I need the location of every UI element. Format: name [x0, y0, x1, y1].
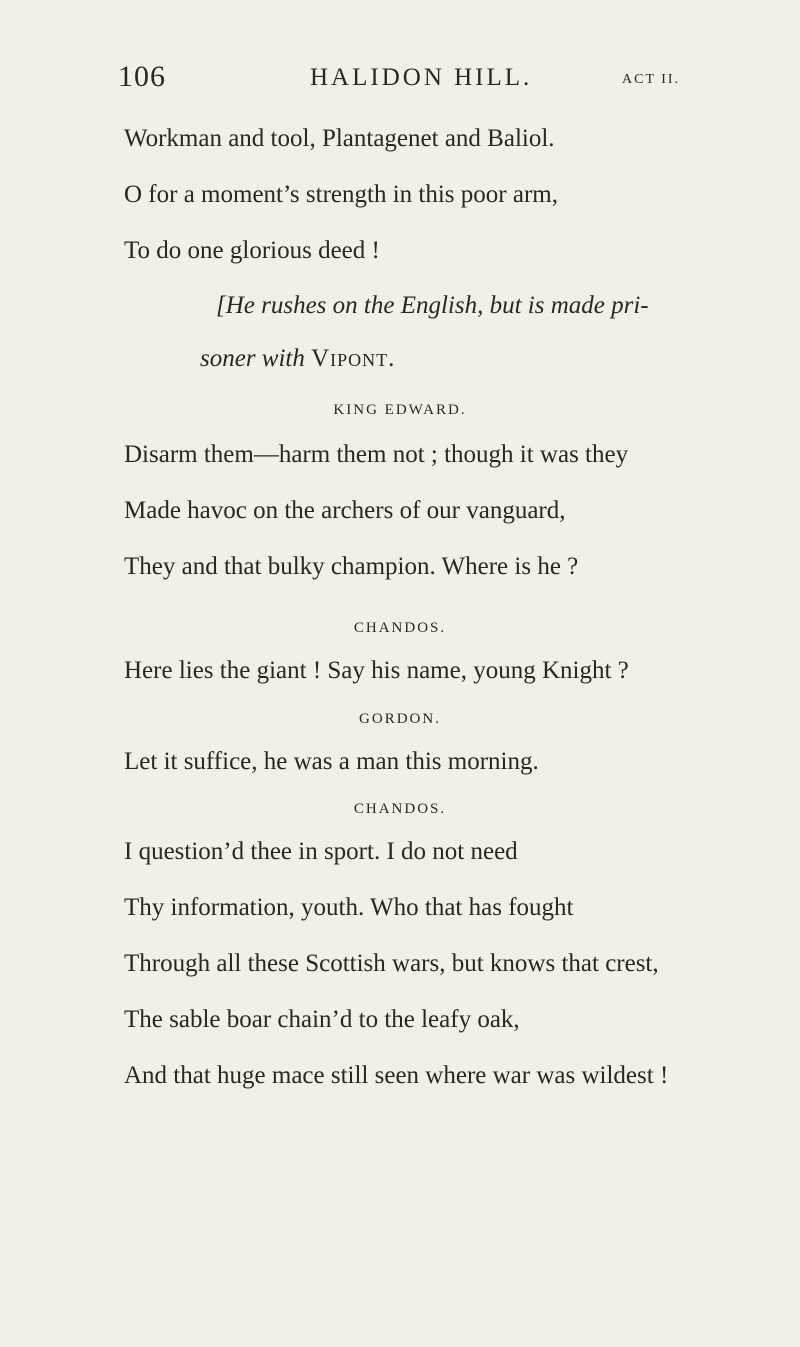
character-name: Vipont.: [311, 345, 396, 372]
speech-line: I question’d thee in sport. I do not need: [124, 838, 518, 865]
stage-direction-text: soner with: [200, 345, 305, 372]
act-label: ACT II.: [622, 72, 681, 87]
verse-line: O for a moment’s strength in this poor arm,: [124, 181, 558, 208]
speech-line: Disarm them—harm them not ; though it was they: [124, 441, 629, 468]
speaker-name: KING EDWARD.: [333, 402, 467, 418]
speech-line: Here lies the giant ! Say his name, young Knight ?: [124, 657, 629, 684]
verse-line: Workman and tool, Plantagenet and Baliol.: [124, 125, 555, 152]
running-head: [0, 60, 800, 100]
speech-line: And that huge mace still seen where war was wildest !: [124, 1062, 669, 1089]
speech-line: The sable boar chain’d to the leafy oak,: [124, 1006, 520, 1033]
speaker-name: CHANDOS.: [353, 620, 447, 636]
stage-direction: [He rushes on the English, but is made pri-: [216, 292, 649, 319]
verse-line: To do one glorious deed !: [124, 237, 380, 264]
speech-line: Made havoc on the archers of our vanguard,: [124, 497, 566, 524]
page-number: 106: [118, 60, 166, 93]
speech-line: Thy information, youth. Who that has fought: [124, 894, 574, 921]
running-title: HALIDON HILL.: [310, 64, 533, 91]
speaker-name: CHANDOS.: [353, 801, 447, 817]
speech-line: They and that bulky champion. Where is he ?: [124, 553, 579, 580]
speech-line: Let it suffice, he was a man this morning.: [124, 748, 539, 775]
stage-direction-continued: [200, 345, 395, 373]
speaker-name: GORDON.: [359, 711, 441, 727]
speech-line: Through all these Scottish wars, but knows that crest,: [124, 950, 659, 977]
